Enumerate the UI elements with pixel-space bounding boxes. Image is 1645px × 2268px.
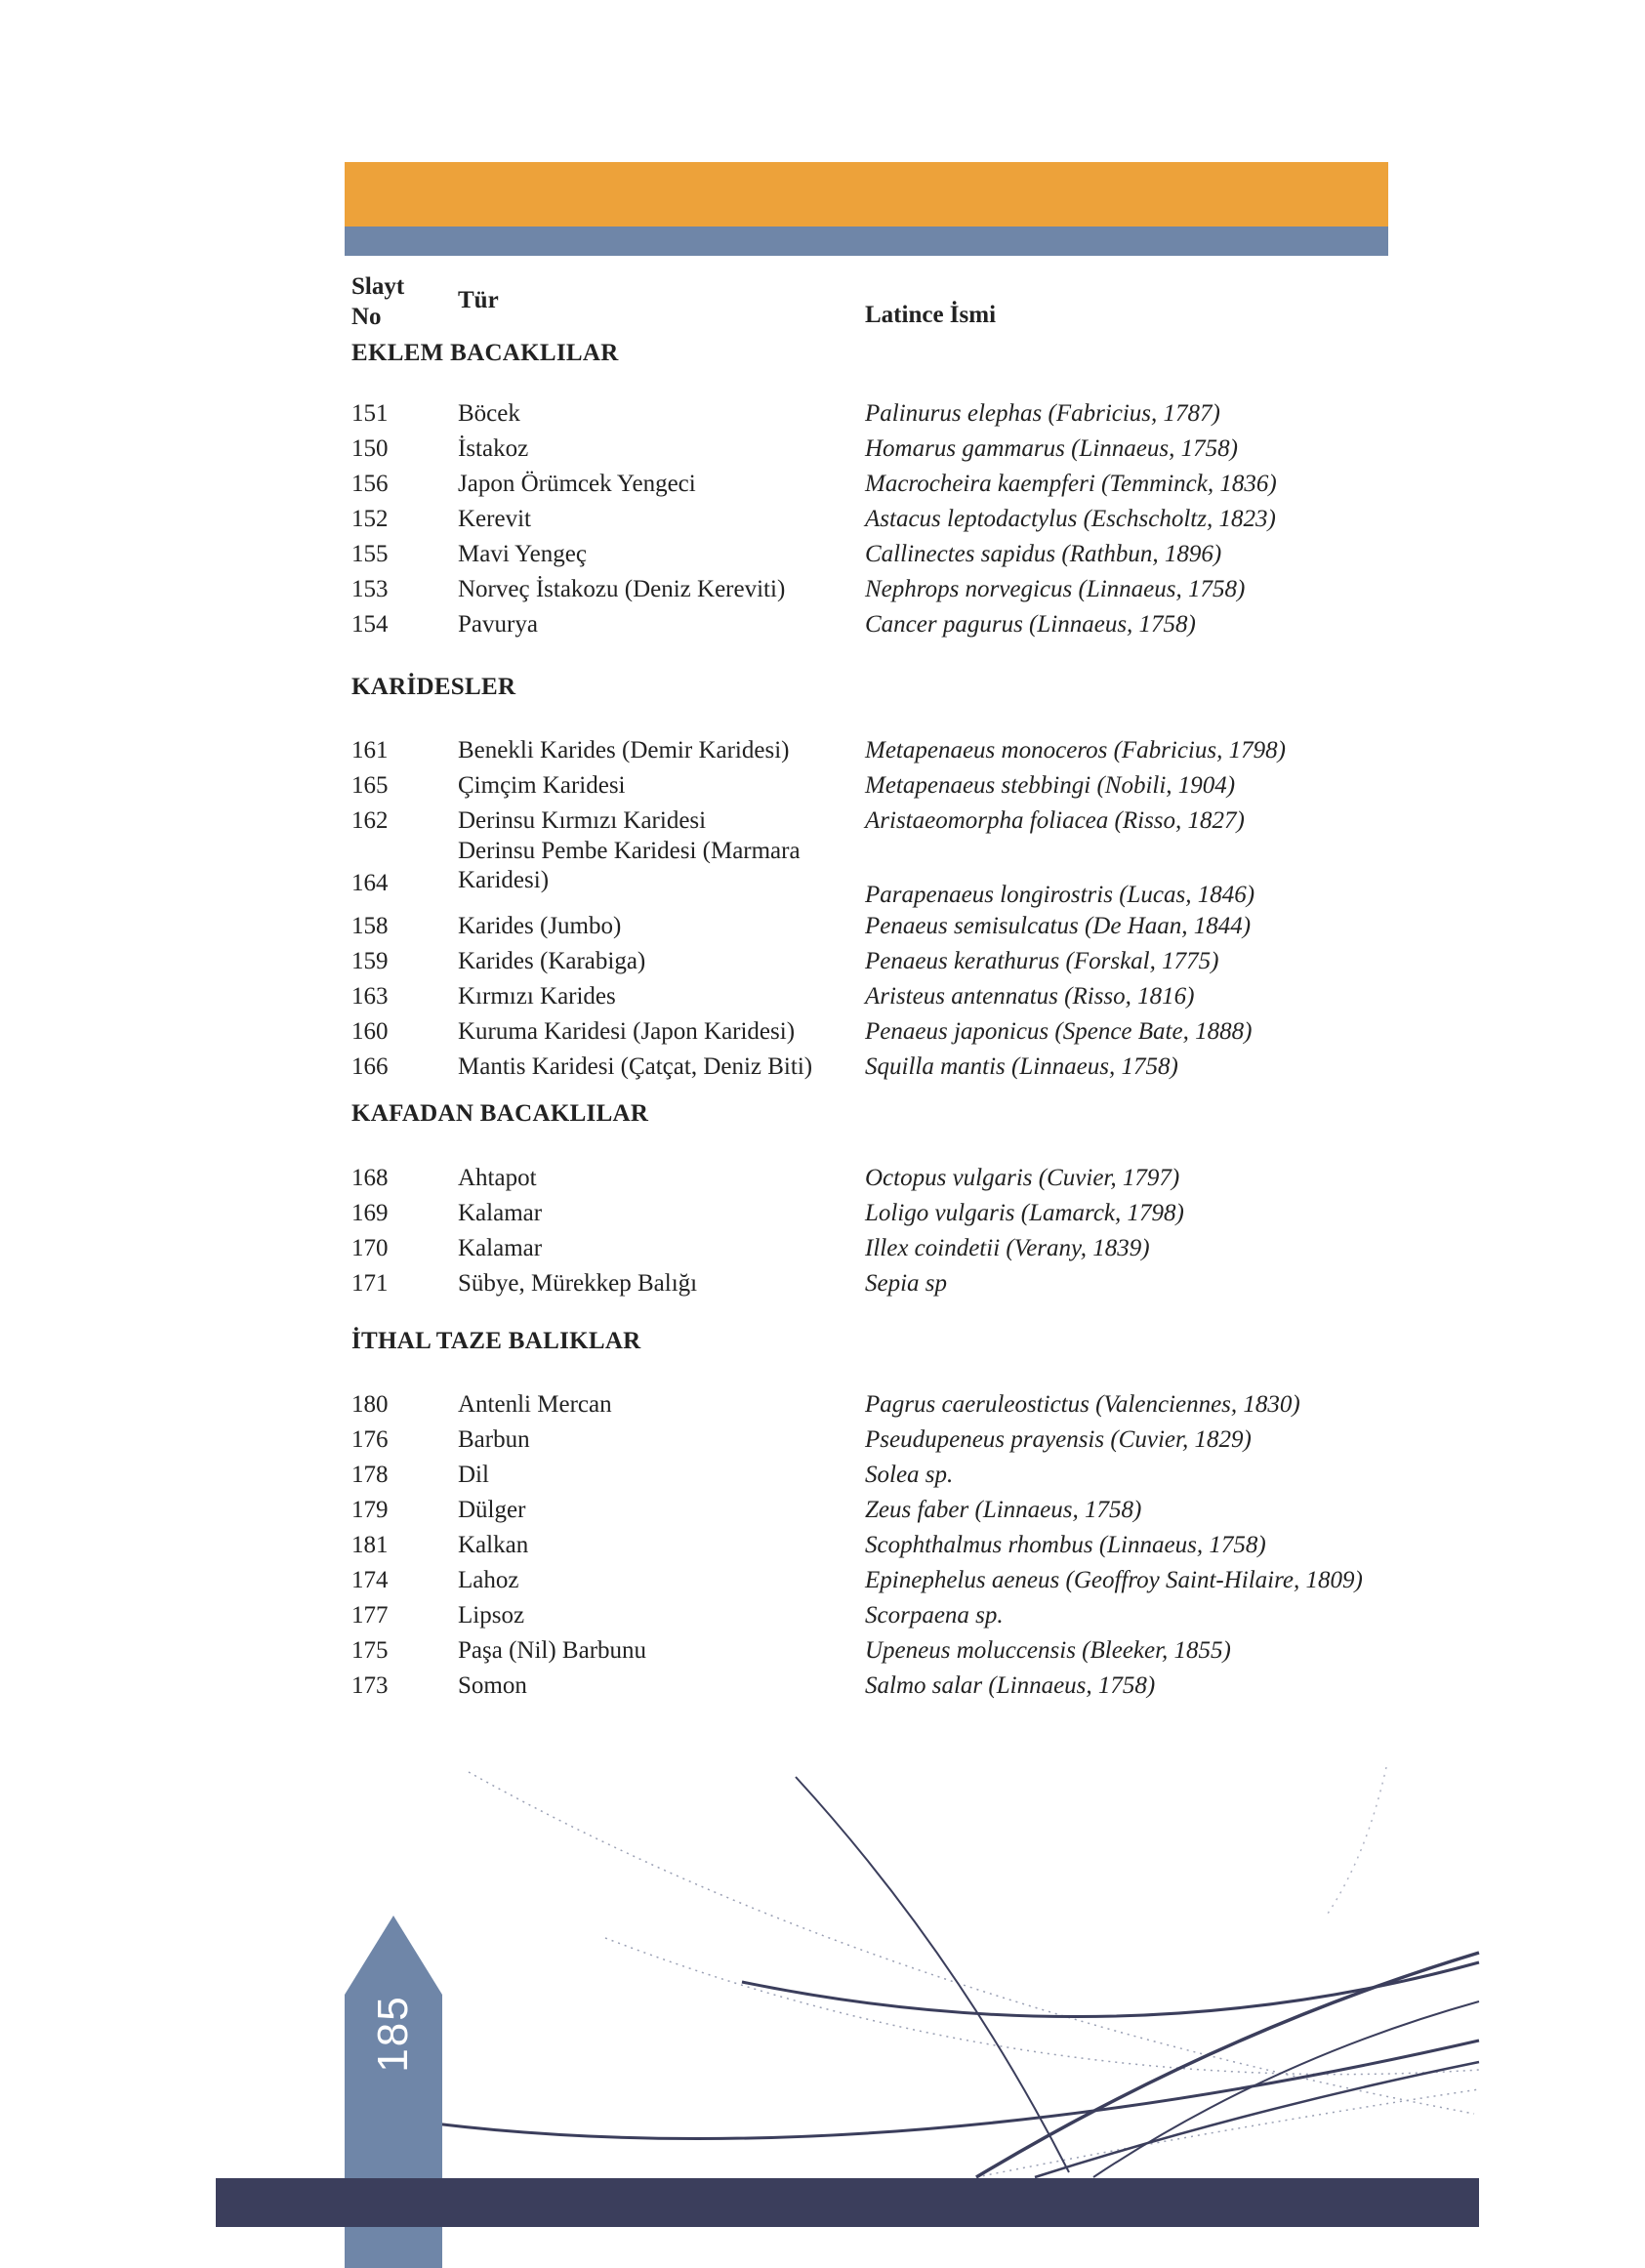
section-title-ithal: İTHAL TAZE BALIKLAR [351, 1328, 641, 1354]
species-name: Dülger [458, 1497, 526, 1523]
latin-name: Aristaeomorpha foliacea (Risso, 1827) [865, 807, 1245, 834]
slide-number: 150 [351, 435, 389, 462]
slide-number: 174 [351, 1567, 389, 1593]
slide-number: 173 [351, 1672, 389, 1699]
footer-band [216, 2178, 1479, 2227]
latin-name: Penaeus japonicus (Spence Bate, 1888) [865, 1018, 1253, 1045]
slide-number: 181 [351, 1532, 389, 1558]
species-name: Lahoz [458, 1567, 519, 1593]
slide-number: 164 [351, 870, 389, 896]
slide-number: 179 [351, 1497, 389, 1523]
latin-name: Pagrus caeruleostictus (Valenciennes, 1830) [865, 1391, 1300, 1418]
slide-number: 168 [351, 1165, 389, 1191]
latin-name: Aristeus antennatus (Risso, 1816) [865, 983, 1195, 1010]
latin-name: Scophthalmus rhombus (Linnaeus, 1758) [865, 1532, 1266, 1558]
species-name: Kalkan [458, 1532, 529, 1558]
latin-name: Zeus faber (Linnaeus, 1758) [865, 1497, 1142, 1523]
latin-name: Homarus gammarus (Linnaeus, 1758) [865, 435, 1238, 462]
slide-number: 161 [351, 737, 389, 763]
latin-name: Squilla mantis (Linnaeus, 1758) [865, 1053, 1178, 1080]
slide-number: 153 [351, 576, 389, 602]
species-name: Japon Örümcek Yengeci [458, 471, 696, 497]
species-name: Mantis Karidesi (Çatçat, Deniz Biti) [458, 1053, 813, 1080]
species-name: Somon [458, 1672, 527, 1699]
slide-number: 170 [351, 1235, 389, 1261]
species-name: Karides (Karabiga) [458, 948, 646, 974]
slide-number: 151 [351, 400, 389, 427]
slide-number: 171 [351, 1270, 389, 1297]
latin-name: Cancer pagurus (Linnaeus, 1758) [865, 611, 1196, 638]
slide-number: 154 [351, 611, 389, 638]
latin-name: Parapenaeus longirostris (Lucas, 1846) [865, 882, 1255, 908]
species-name: Pavurya [458, 611, 538, 638]
section-title-eklem: EKLEM BACAKLILAR [351, 340, 619, 366]
species-name: Kerevit [458, 506, 531, 532]
species-name: Antenli Mercan [458, 1391, 612, 1418]
slide-number: 175 [351, 1637, 389, 1664]
slide-number: 169 [351, 1200, 389, 1226]
latin-name: Loligo vulgaris (Lamarck, 1798) [865, 1200, 1184, 1226]
latin-name: Octopus vulgaris (Cuvier, 1797) [865, 1165, 1180, 1191]
slide-number: 166 [351, 1053, 389, 1080]
dotted-curve [605, 1938, 1479, 2075]
latin-name: Upeneus moluccensis (Bleeker, 1855) [865, 1637, 1231, 1664]
species-name: Benekli Karides (Demir Karidesi) [458, 737, 790, 763]
latin-name: Illex coindetii (Verany, 1839) [865, 1235, 1150, 1261]
species-name: Kalamar [458, 1200, 543, 1226]
species-name: Kuruma Karidesi (Japon Karidesi) [458, 1018, 796, 1045]
species-name: Sübye, Mürekkep Balığı [458, 1270, 698, 1297]
slide-number: 163 [351, 983, 389, 1010]
latin-name: Sepia sp [865, 1270, 948, 1297]
latin-name: Penaeus semisulcatus (De Haan, 1844) [865, 913, 1252, 939]
slide-number: 160 [351, 1018, 389, 1045]
species-name: Norveç İstakozu (Deniz Kereviti) [458, 576, 786, 602]
latin-name: Penaeus kerathurus (Forskal, 1775) [865, 948, 1219, 974]
slide-number: 152 [351, 506, 389, 532]
latin-name: Macrocheira kaempferi (Temminck, 1836) [865, 471, 1277, 497]
column-header-tur: Tür [458, 287, 499, 313]
slayt-label: Slayt [351, 273, 405, 300]
species-name: Dil [458, 1462, 489, 1488]
latin-name: Scorpaena sp. [865, 1602, 1004, 1629]
column-header-latin: Latince İsmi [865, 302, 997, 328]
slide-number: 177 [351, 1602, 389, 1629]
page-number [345, 1943, 442, 2124]
no-label: No [351, 304, 382, 330]
species-name: Kırmızı Karides [458, 983, 616, 1010]
species-name: İstakoz [458, 435, 529, 462]
section-title-kafadan: KAFADAN BACAKLILAR [351, 1100, 649, 1127]
species-name: Ahtapot [458, 1165, 537, 1191]
page-number-text: 185 [369, 1994, 417, 2073]
slide-number: 162 [351, 807, 389, 834]
slide-number: 159 [351, 948, 389, 974]
swoosh-line [1035, 2062, 1479, 2177]
slide-number: 155 [351, 541, 389, 567]
species-name: Böcek [458, 400, 520, 427]
latin-name: Callinectes sapidus (Rathbun, 1896) [865, 541, 1222, 567]
latin-name: Nephrops norvegicus (Linnaeus, 1758) [865, 576, 1246, 602]
swoosh-line [1093, 2001, 1479, 2177]
species-name: Lipsoz [458, 1602, 525, 1629]
slide-number: 180 [351, 1391, 389, 1418]
species-name: Barbun [458, 1426, 530, 1453]
dotted-curve [1328, 1767, 1386, 1914]
species-name: Karides (Jumbo) [458, 913, 622, 939]
swoosh-line [976, 1953, 1479, 2177]
species-name: Derinsu Pembe Karidesi (Marmara Karidesi) [458, 838, 801, 893]
latin-name: Astacus leptodactylus (Eschscholtz, 1823) [865, 506, 1276, 532]
slide-number: 156 [351, 471, 389, 497]
latin-name: Palinurus elephas (Fabricius, 1787) [865, 400, 1220, 427]
section-title-karidesler: KARİDESLER [351, 674, 516, 700]
species-name: Çimçim Karidesi [458, 772, 626, 799]
species-name: Derinsu Kırmızı Karidesi [458, 807, 707, 834]
latin-name: Pseudupeneus prayensis (Cuvier, 1829) [865, 1426, 1252, 1453]
slide-number: 178 [351, 1462, 389, 1488]
species-name: Paşa (Nil) Barbunu [458, 1637, 647, 1664]
latin-name: Epinephelus aeneus (Geoffroy Saint-Hilaire, 1809) [865, 1567, 1363, 1593]
latin-name: Solea sp. [865, 1462, 954, 1488]
species-name: Kalamar [458, 1235, 543, 1261]
latin-name: Salmo salar (Linnaeus, 1758) [865, 1672, 1156, 1699]
slide-number: 165 [351, 772, 389, 799]
slide-number: 176 [351, 1426, 389, 1453]
latin-name: Metapenaeus stebbingi (Nobili, 1904) [865, 772, 1236, 799]
species-name: Mavi Yengeç [458, 541, 587, 567]
slide-number: 158 [351, 913, 389, 939]
latin-name: Metapenaeus monoceros (Fabricius, 1798) [865, 737, 1286, 763]
